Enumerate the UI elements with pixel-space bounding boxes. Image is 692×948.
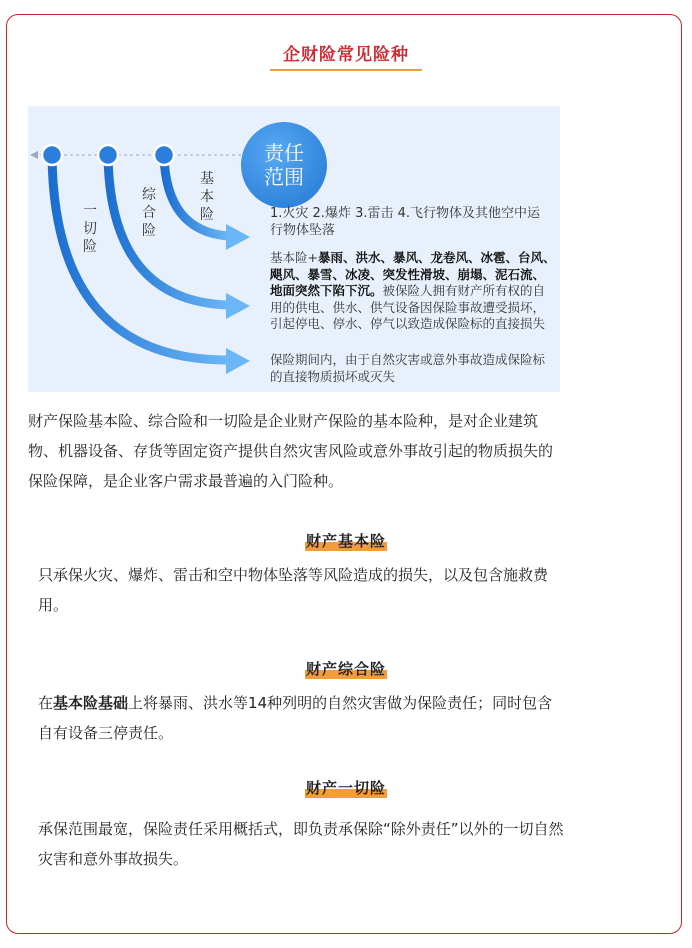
- page-title: 企财险常见险种: [283, 45, 409, 65]
- node-comprehensive: [98, 145, 118, 165]
- comprehensive-body-bold: 基本险基础: [53, 694, 129, 712]
- section-body-basic: 只承保火灾、爆炸、雷击和空中物体坠落等风险造成的损失，以及包含施救费用。: [38, 566, 549, 614]
- comprehensive-bold: 暴雨、洪水、暴风、龙卷风、冰雹、台风、飓风、暴雪、冰凌、突发性滑坡、崩塌、泥石流、地面突然下陷下沉。: [270, 250, 556, 298]
- coverage-bubble: [241, 122, 327, 208]
- section-body-comprehensive: [38, 688, 562, 748]
- bubble-line-2: 范围: [264, 165, 304, 189]
- coverage-diagram: [28, 106, 560, 392]
- arrow-basic: [164, 155, 228, 236]
- heading-basic-text: 财产基本险: [305, 532, 386, 550]
- node-all-risk: [42, 145, 62, 165]
- comprehensive-body-post: 上将暴雨、洪水等14种列明的自然灾害做为保险责任；同时包含自有设备三停责任。: [38, 694, 553, 742]
- section-body-all-risk: 承保范围最宽，保险责任采用概括式，即负责承保除“除外责任”以外的一切自然灾害和意外事故损失。: [38, 820, 564, 868]
- section-heading-comprehensive: [0, 658, 692, 679]
- arrowhead-all-risk: [226, 348, 250, 374]
- node-basic: [154, 145, 174, 165]
- comprehensive-prefix: 基本险+: [270, 250, 318, 265]
- arrowhead-basic: [226, 224, 250, 250]
- section-heading-basic: [0, 530, 692, 551]
- title-underline: [270, 69, 422, 71]
- comprehensive-coverage-text: [270, 250, 556, 333]
- intro-paragraph: 财产保险基本险、综合险和一切险是企业财产保险的基本险种，是对企业建筑物、机器设备、存货等固定资产提供自然灾害风险或意外事故引起的物质损失的保险保障，是企业客户需求最普遍的入门险种。: [28, 412, 554, 490]
- label-basic: 基本险: [200, 171, 214, 223]
- basic-coverage-text: 1.火灾 2.爆炸 3.雷击 4.飞行物体及其他空中运行物体坠落: [270, 206, 541, 238]
- bubble-line-1: 责任: [264, 141, 304, 165]
- comprehensive-body-pre: 在: [38, 694, 54, 712]
- arrowhead-comprehensive: [226, 293, 250, 319]
- heading-comprehensive-text: 财产综合险: [305, 660, 386, 678]
- heading-all-risk-text: 财产一切险: [305, 779, 386, 797]
- comprehensive-rest: 被保险人拥有财产所有权的自用的供电、供水、供气设备因保险事故遭受损坏，引起停电、停水、停气以致造成保险标的直接损失: [270, 283, 546, 331]
- guide-arrowhead: [30, 151, 38, 159]
- label-comprehensive: 综合险: [142, 187, 156, 239]
- all-risk-coverage-text: 保险期间内，由于自然灾害或意外事故造成保险标的直接物质损坏或灭失: [270, 352, 546, 384]
- section-heading-all-risk: [0, 777, 692, 798]
- label-all-risk: 一切险: [83, 203, 97, 255]
